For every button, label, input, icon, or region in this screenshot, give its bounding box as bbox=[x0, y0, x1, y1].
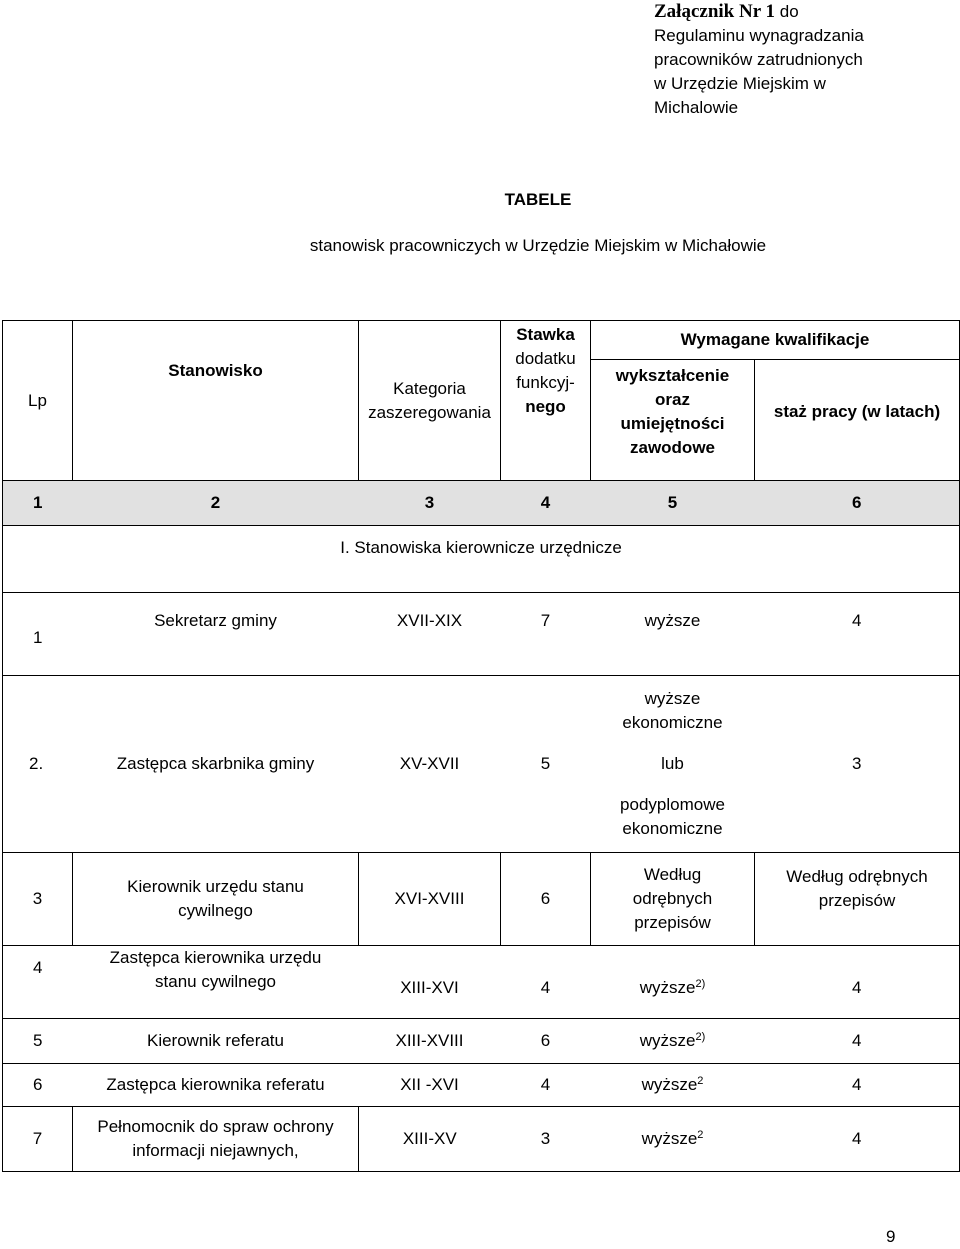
cell-lp: 1 bbox=[3, 593, 73, 676]
cell-lp: 3 bbox=[3, 853, 73, 946]
cell-experience: 4 bbox=[755, 1064, 960, 1107]
column-numbers-row bbox=[3, 481, 960, 526]
document-subtitle: stanowisk pracowniczych w Urzędzie Miejskim w Michałowie bbox=[309, 236, 767, 255]
cell-position: Kierownik urzędu stanu cywilnego bbox=[73, 853, 359, 946]
table-row bbox=[3, 593, 960, 676]
column-number: 6 bbox=[755, 481, 960, 526]
cell-position: Zastępca skarbnika gminy bbox=[73, 676, 359, 853]
table-row bbox=[3, 1107, 960, 1172]
cell-education: wyższe$^{2)}$ bbox=[591, 946, 755, 1019]
cell-category: XIII-XVI bbox=[359, 946, 501, 1019]
table-row bbox=[3, 946, 960, 1019]
cell-position: Zastępca kierownika referatu bbox=[73, 1064, 359, 1107]
cell-experience: 4 bbox=[755, 1019, 960, 1064]
attachment-title: Załącznik Nr 1 bbox=[654, 1, 776, 22]
cell-position: Sekretarz gminy bbox=[73, 593, 359, 676]
cell-allowance: 5 bbox=[501, 676, 591, 853]
cell-category: XVII-XIX bbox=[359, 593, 501, 676]
attachment-line: Regulaminu wynagradzania bbox=[654, 26, 864, 45]
cell-experience: 4 bbox=[755, 1107, 960, 1172]
cell-lp: 4 bbox=[3, 946, 73, 1019]
document-title: TABELE bbox=[504, 190, 572, 209]
header-category: Kategoria zaszeregowania bbox=[359, 321, 501, 481]
column-number: 2 bbox=[73, 481, 359, 526]
cell-education: wyższe ekonomiczne lub podyplomowe ekonomiczne bbox=[591, 676, 755, 853]
cell-lp: 7 bbox=[3, 1107, 73, 1172]
cell-education: Według odrębnych przepisów bbox=[591, 853, 755, 946]
cell-position: Zastępca kierownika urzędu stanu cywilnego bbox=[73, 946, 359, 1019]
header-qualifications: Wymagane kwalifikacje bbox=[591, 321, 960, 360]
cell-allowance: 4 bbox=[501, 946, 591, 1019]
cell-experience: 3 bbox=[755, 676, 960, 853]
attachment-line: w Urzędzie Miejskim w bbox=[654, 74, 826, 93]
cell-category: XII -XVI bbox=[359, 1064, 501, 1107]
column-number: 5 bbox=[591, 481, 755, 526]
cell-category: XIII-XV bbox=[359, 1107, 501, 1172]
section-row bbox=[3, 526, 960, 593]
attachment-line: Michalowie bbox=[654, 98, 739, 117]
table-row bbox=[3, 853, 960, 946]
table-row bbox=[3, 676, 960, 853]
section-title: I. Stanowiska kierownicze urzędnicze bbox=[3, 526, 960, 593]
header-education: wykształcenie oraz umiejętności zawodowe bbox=[591, 360, 755, 481]
header-experience: staż pracy (w latach) bbox=[755, 360, 960, 481]
cell-category: XVI-XVIII bbox=[359, 853, 501, 946]
cell-position: Kierownik referatu bbox=[73, 1019, 359, 1064]
cell-allowance: 6 bbox=[501, 853, 591, 946]
cell-education: wyższe$^2$ bbox=[591, 1107, 755, 1172]
cell-experience: Według odrębnych przepisów bbox=[755, 853, 960, 946]
attachment-do: do bbox=[775, 2, 799, 21]
cell-allowance: 3 bbox=[501, 1107, 591, 1172]
column-number: 4 bbox=[501, 481, 591, 526]
header-lp: Lp bbox=[3, 321, 73, 481]
cell-allowance: 6 bbox=[501, 1019, 591, 1064]
table-row bbox=[3, 1019, 960, 1064]
cell-category: XV-XVII bbox=[359, 676, 501, 853]
cell-education: wyższe bbox=[591, 593, 755, 676]
table-header-row bbox=[3, 321, 960, 360]
cell-lp: 2. bbox=[3, 676, 73, 853]
column-number: 3 bbox=[359, 481, 501, 526]
cell-position: Pełnomocnik do spraw ochrony informacji niejawnych, bbox=[73, 1107, 359, 1172]
cell-lp: 6 bbox=[3, 1064, 73, 1107]
column-number: 1 bbox=[3, 481, 73, 526]
cell-experience: 4 bbox=[755, 946, 960, 1019]
cell-experience: 4 bbox=[755, 593, 960, 676]
page-number: 9 bbox=[886, 1227, 896, 1246]
cell-allowance: 4 bbox=[501, 1064, 591, 1107]
header-allowance: Stawka dodatku funkcyj- nego bbox=[501, 321, 591, 481]
cell-education: wyższe$^2$ bbox=[591, 1064, 755, 1107]
positions-table bbox=[2, 320, 960, 1172]
attachment-line: pracowników zatrudnionych bbox=[654, 50, 863, 69]
cell-education: wyższe$^{2)}$ bbox=[591, 1019, 755, 1064]
cell-lp: 5 bbox=[3, 1019, 73, 1064]
header-position: Stanowisko bbox=[73, 321, 359, 481]
cell-allowance: 7 bbox=[501, 593, 591, 676]
table-row bbox=[3, 1064, 960, 1107]
attachment-note bbox=[654, 0, 954, 120]
cell-category: XIII-XVIII bbox=[359, 1019, 501, 1064]
